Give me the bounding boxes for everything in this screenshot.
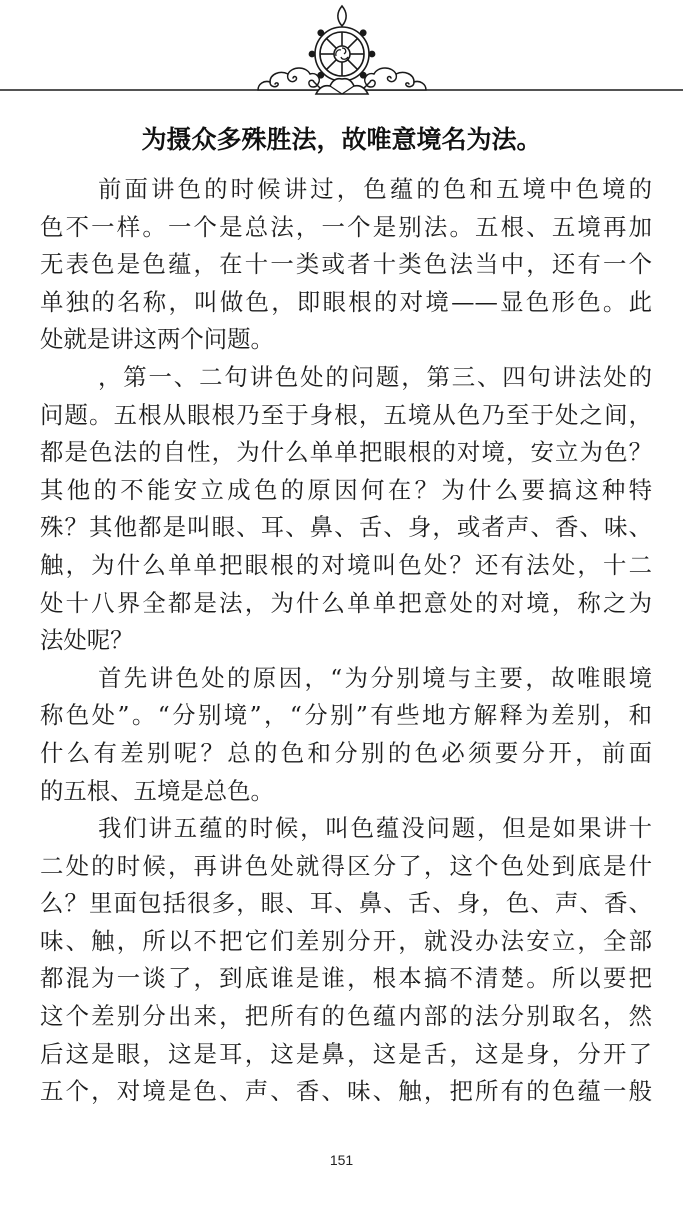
text-line: 问题。五根从眼根乃至于身根，五境从色乃至于处之间， bbox=[40, 400, 652, 429]
paragraph bbox=[40, 359, 652, 660]
text-line: 处就是讲这两个问题。 bbox=[40, 325, 274, 354]
text-line: 我们讲五蕴的时候，叫色蕴没问题，但是如果讲十 bbox=[98, 814, 652, 843]
cloud-right-icon bbox=[362, 68, 426, 90]
text-line: 这个差别分出来，把所有的色蕴内部的法分别取名，然 bbox=[40, 1002, 652, 1031]
text-line: 殊？其他都是叫眼、耳、鼻、舌、身，或者声、香、味、 bbox=[40, 513, 652, 542]
text-line: 都是色法的自性，为什么单单把眼根的对境，安立为色？ bbox=[40, 438, 652, 467]
text-line: 其他的不能安立成色的原因何在？为什么要搞这种特 bbox=[40, 475, 652, 504]
paragraph bbox=[40, 660, 652, 810]
paragraph bbox=[40, 171, 652, 359]
text-line: 二处的时候，再讲色处就得区分了，这个色处到底是什 bbox=[40, 851, 652, 880]
cloud-left-icon bbox=[258, 68, 322, 90]
text-line: 色不一样。一个是总法，一个是别法。五根、五境再加 bbox=[40, 212, 652, 241]
text-line: 么？里面包括很多，眼、耳、鼻、舌、身，色、声、香、 bbox=[40, 889, 652, 918]
page-title: 为摄众多殊胜法，故唯意境名为法。 bbox=[141, 125, 542, 154]
page-number: 151 bbox=[329, 1152, 354, 1168]
text-line: 处十八界全都是法，为什么单单把意处的对境，称之为 bbox=[40, 588, 652, 617]
text-line: 五个，对境是色、声、香、味、触，把所有的色蕴一般 bbox=[40, 1077, 652, 1106]
text-line: 首先讲色处的原因，“为分别境与主要，故唯眼境 bbox=[98, 663, 652, 692]
text-line: 的五根、五境是总色。 bbox=[40, 776, 274, 805]
paragraph bbox=[40, 810, 652, 1111]
body-text bbox=[40, 171, 652, 1111]
text-line: 后这是眼，这是耳，这是鼻，这是舌，这是身，分开了 bbox=[40, 1039, 652, 1068]
text-line: 无表色是色蕴，在十一类或者十类色法当中，还有一个 bbox=[40, 250, 652, 279]
text-line: 味、触，所以不把它们差别分开，就没办法安立，全部 bbox=[40, 926, 652, 955]
text-line: 称色处”。“分别境”，“分别”有些地方解释为差别，和 bbox=[40, 701, 652, 730]
text-line: 法处呢？ bbox=[40, 626, 134, 655]
text-line: 触，为什么单单把眼根的对境叫色处？还有法处，十二 bbox=[40, 550, 652, 579]
text-line: 都混为一谈了，到底谁是谁，根本搞不清楚。所以要把 bbox=[40, 964, 652, 993]
text-line: 什么有差别呢？总的色和分别的色必须要分开，前面 bbox=[40, 738, 652, 767]
header-ornament bbox=[0, 0, 683, 100]
text-line: 单独的名称，叫做色，即眼根的对境——显色形色。此 bbox=[40, 287, 652, 316]
text-line: ，第一、二句讲色处的问题，第三、四句讲法处的 bbox=[98, 362, 652, 391]
text-line: 前面讲色的时候讲过，色蕴的色和五境中色境的 bbox=[98, 175, 652, 203]
